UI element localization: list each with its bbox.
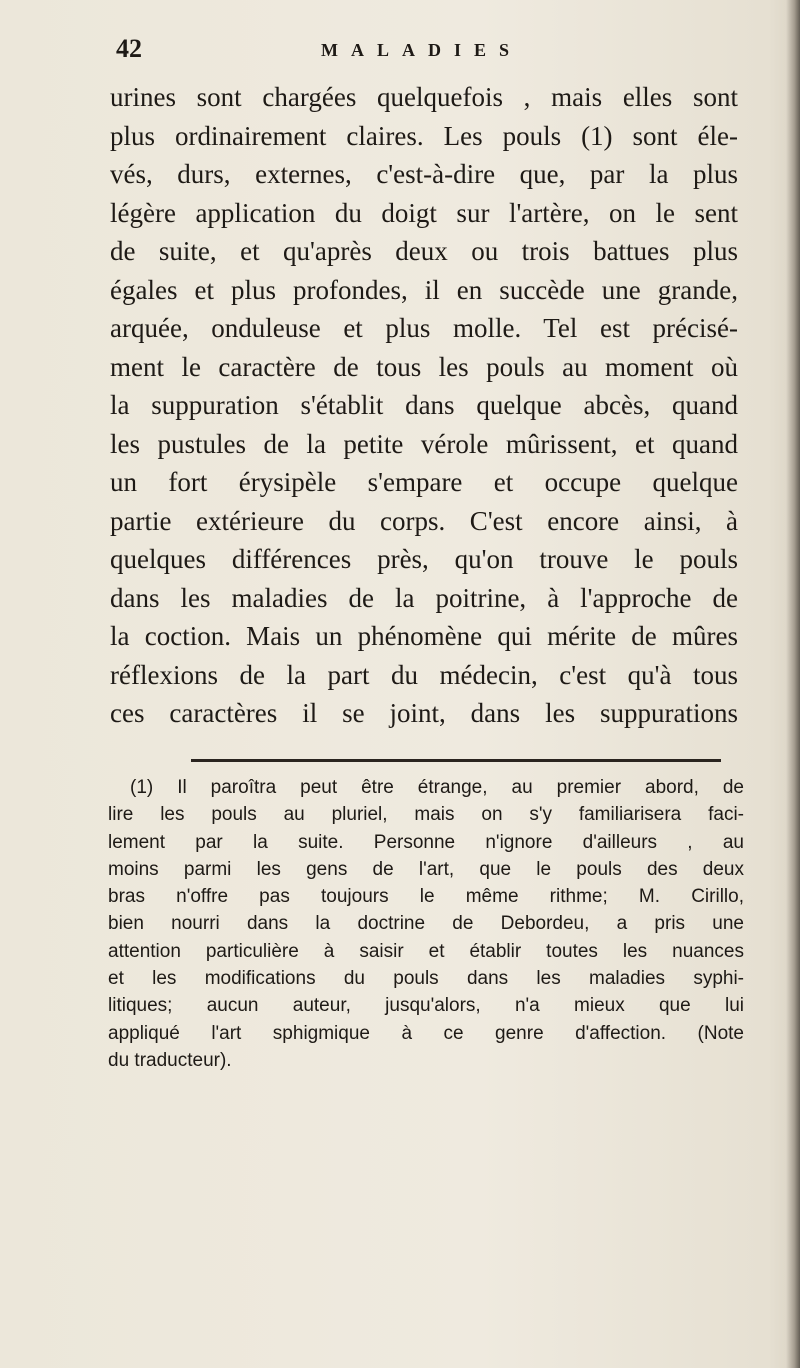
- text-line: la coction. Mais un phénomène qui mérite de mûres: [110, 621, 738, 651]
- footnote-line: du traducteur).: [108, 1049, 232, 1071]
- text-line: quelques différences près, qu'on trouve le pouls: [110, 544, 738, 574]
- page-header: [116, 34, 676, 74]
- text-line: arquée, onduleuse et plus molle. Tel est précisé-: [110, 313, 738, 343]
- text-line: dans les maladies de la poitrine, à l'approche de: [110, 582, 738, 613]
- text-line: réflexions de la part du médecin, c'est qu'à tous: [110, 659, 738, 690]
- text-line: égales et plus profondes, il en succède une grande,: [110, 274, 738, 305]
- text-line: la suppuration s'établit dans quelque abcès, quand: [110, 390, 738, 420]
- footnote-line: lire les pouls au pluriel, mais on s'y familiarisera faci-: [108, 804, 744, 826]
- running-head: MALADIES: [321, 40, 523, 60]
- page-edge-shadow: [786, 0, 800, 1368]
- text-line: les pustules de la petite vérole mûrissent, et quand: [110, 428, 738, 459]
- footnote-line: (1) Il paroîtra peut être étrange, au premier abord, de: [130, 777, 744, 798]
- footnote-line: et les modifications du pouls dans les maladies syphi-: [108, 968, 744, 990]
- text-line: ment le caractère de tous les pouls au moment où: [110, 351, 738, 382]
- footnote: [108, 774, 744, 1074]
- text-line: ces caractères il se joint, dans les suppurations: [110, 698, 738, 728]
- footnote-line: bras n'offre pas toujours le même rithme; M. Cirillo,: [108, 886, 744, 908]
- text-line: urines sont chargées quelquefois , mais elles sont: [110, 82, 738, 112]
- footnote-divider: [191, 759, 721, 762]
- footnote-line: appliqué l'art sphigmique à ce genre d'affection. (Note: [108, 1022, 744, 1044]
- text-line: partie extérieure du corps. C'est encore ainsi, à: [110, 505, 738, 536]
- text-line: plus ordinairement claires. Les pouls (1) sont éle-: [110, 120, 738, 151]
- text-line: un fort érysipèle s'empare et occupe quelque: [110, 467, 738, 497]
- text-line: légère application du doigt sur l'artère, on le sent: [110, 197, 738, 228]
- footnote-line: litiques; aucun auteur, jusqu'alors, n'a mieux que lui: [108, 995, 744, 1017]
- footnote-line: moins parmi les gens de l'art, que le pouls des deux: [108, 858, 744, 880]
- main-text: [110, 78, 738, 733]
- footnote-line: attention particulière à saisir et établir toutes les nuances: [108, 940, 744, 962]
- text-line: de suite, et qu'après deux ou trois battues plus: [110, 236, 738, 266]
- footnote-line: bien nourri dans la doctrine de Debordeu, a pris une: [108, 913, 744, 935]
- page-number: 42: [116, 34, 142, 63]
- text-line: vés, durs, externes, c'est-à-dire que, par la plus: [110, 159, 738, 189]
- footnote-line: lement par la suite. Personne n'ignore d'ailleurs , au: [108, 831, 744, 853]
